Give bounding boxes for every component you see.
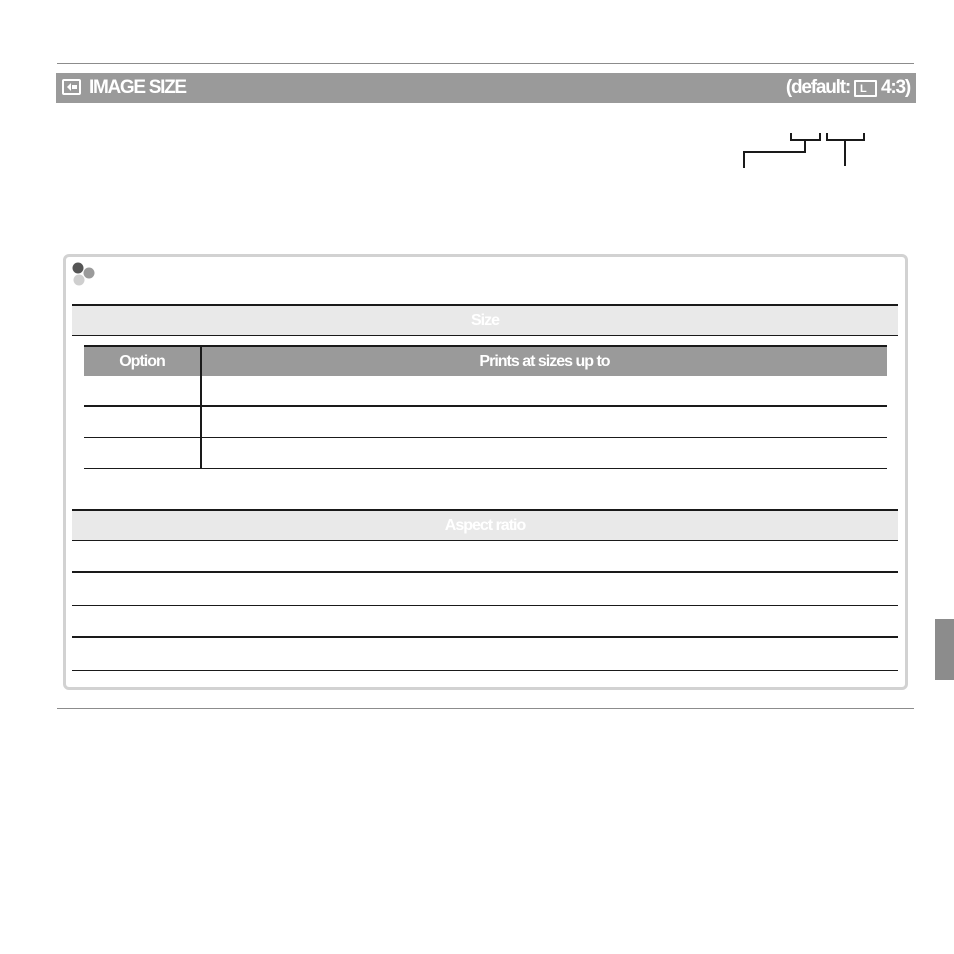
- print-size-column-header: Prints at sizes up to: [479, 353, 610, 370]
- section-default-value: [786, 77, 910, 99]
- section-title: IMAGE SIZE: [89, 77, 186, 98]
- table-row: [84, 438, 887, 469]
- option-column-header: Option: [119, 353, 165, 370]
- table-header-row: [84, 345, 887, 376]
- chapter-side-tab: [935, 619, 954, 680]
- table-row: [84, 376, 887, 407]
- table-row: [84, 407, 887, 438]
- option-cell: [84, 438, 202, 468]
- section-header-bar: [56, 73, 916, 103]
- bottom-rule: [57, 708, 914, 709]
- image-size-large-icon: L: [854, 80, 877, 97]
- size-option-table: [84, 345, 887, 469]
- aspect-ratio-row: [72, 639, 898, 671]
- top-rule: [57, 63, 914, 64]
- aspect-ratio-row: [72, 606, 898, 638]
- size-band: [72, 304, 898, 336]
- callout-lines: [740, 128, 870, 173]
- aspect-ratio-band: [72, 509, 898, 541]
- default-ratio: 4:3): [881, 77, 910, 98]
- aspect-ratio-row: [72, 541, 898, 573]
- hexagon-cluster-icon: [72, 261, 98, 287]
- option-cell: [84, 376, 202, 405]
- default-prefix: (default:: [785, 77, 850, 98]
- aspect-ratio-band-label: Aspect ratio: [444, 517, 526, 534]
- print-size-cell: [202, 438, 887, 468]
- size-band-label: Size: [470, 312, 499, 329]
- print-size-cell: [202, 376, 887, 405]
- print-size-cell: [202, 407, 887, 437]
- camera-menu-icon: [62, 79, 81, 95]
- aspect-ratio-row: [72, 574, 898, 606]
- option-cell: [84, 407, 202, 437]
